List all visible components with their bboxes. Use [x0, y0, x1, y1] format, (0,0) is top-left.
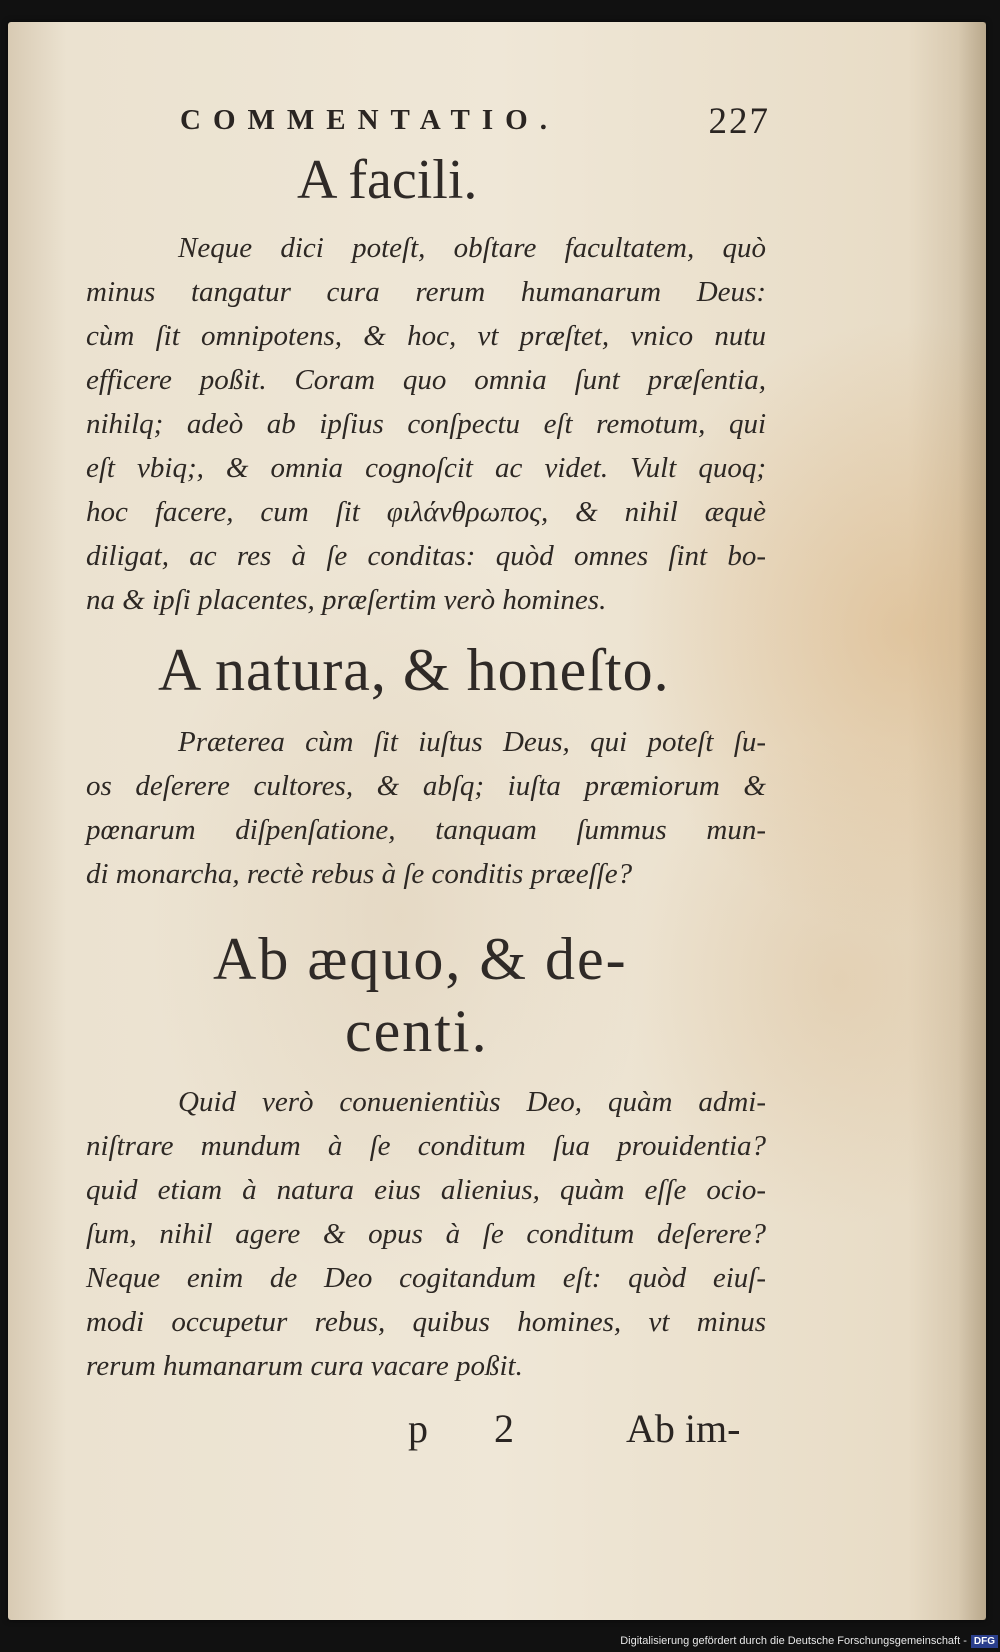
- text-line: rerum humanarum cura vacare poßit.: [86, 1350, 523, 1382]
- dfg-logo: DFG: [971, 1635, 998, 1648]
- signature-mark: p 2: [408, 1406, 542, 1451]
- text-line: Præterea cùm ſit iuſtus Deus, qui poteſt ſu-: [178, 726, 766, 758]
- text-line: efficere poßit. Coram quo omnia ſunt præſentia,: [86, 364, 766, 396]
- section-heading-ab-aequo-line1: Ab æquo, & de-: [213, 926, 628, 992]
- text-line: pœnarum diſpenſatione, tanquam ſummus mun-: [86, 814, 766, 846]
- credit-text: Digitalisierung gefördert durch die Deutsche Forschungsgemeinschaft -: [620, 1635, 967, 1647]
- page-number: 227: [708, 101, 770, 142]
- running-head: [180, 100, 770, 140]
- text-line: ſum, nihil agere & opus à ſe conditum deſerere?: [86, 1218, 766, 1250]
- section-heading-ab-aequo-line2: centi.: [345, 998, 489, 1064]
- text-line: cùm ſit omnipotens, & hoc, vt præſtet, vnico nutu: [86, 320, 766, 352]
- text-line: nihilq; adeò ab ipſius conſpectu eſt remotum, qui: [86, 408, 766, 440]
- page-edge-shadow: [958, 22, 986, 1620]
- text-line: eſt vbiq;, & omnia cognoſcit ac videt. Vult quoq;: [86, 452, 766, 484]
- text-line: diligat, ac res à ſe conditas: quòd omnes ſint bo-: [86, 540, 766, 572]
- text-line: quid etiam à natura eius alienius, quàm eſſe ocio-: [86, 1174, 766, 1206]
- catchword: Ab im-: [626, 1406, 741, 1451]
- section-heading-a-facili: A facili.: [297, 149, 478, 211]
- text-line: di monarcha, rectè rebus à ſe conditis præeſſe?: [86, 858, 633, 890]
- text-line: modi occupetur rebus, quibus homines, vt minus: [86, 1306, 766, 1338]
- text-line: minus tangatur cura rerum humanarum Deus:: [86, 276, 766, 308]
- paragraph-a-natura: [86, 720, 766, 896]
- text-line: niſtrare mundum à ſe conditum ſua prouidentia?: [86, 1130, 766, 1162]
- text-line: Quid verò conuenientiùs Deo, quàm admi-: [178, 1086, 766, 1118]
- running-title: COMMENTATIO.: [180, 104, 559, 136]
- paragraph-a-facili: [86, 226, 766, 622]
- text-line: Neque dici poteſt, obſtare facultatem, quò: [178, 232, 766, 264]
- text-line: Neque enim de Deo cogitandum eſt: quòd eiuſ-: [86, 1262, 766, 1294]
- text-line: hoc facere, cum ſit φιλάνθρωπος, & nihil æquè: [86, 496, 766, 528]
- paragraph-ab-aequo: [86, 1080, 766, 1388]
- section-heading-a-natura: A natura, & honeſto.: [158, 637, 670, 703]
- text-line: os deſerere cultores, & abſq; iuſta præmiorum &: [86, 770, 766, 802]
- digitization-credit: [600, 1630, 1000, 1652]
- text-line: na & ipſi placentes, præſertim verò homines.: [86, 584, 607, 616]
